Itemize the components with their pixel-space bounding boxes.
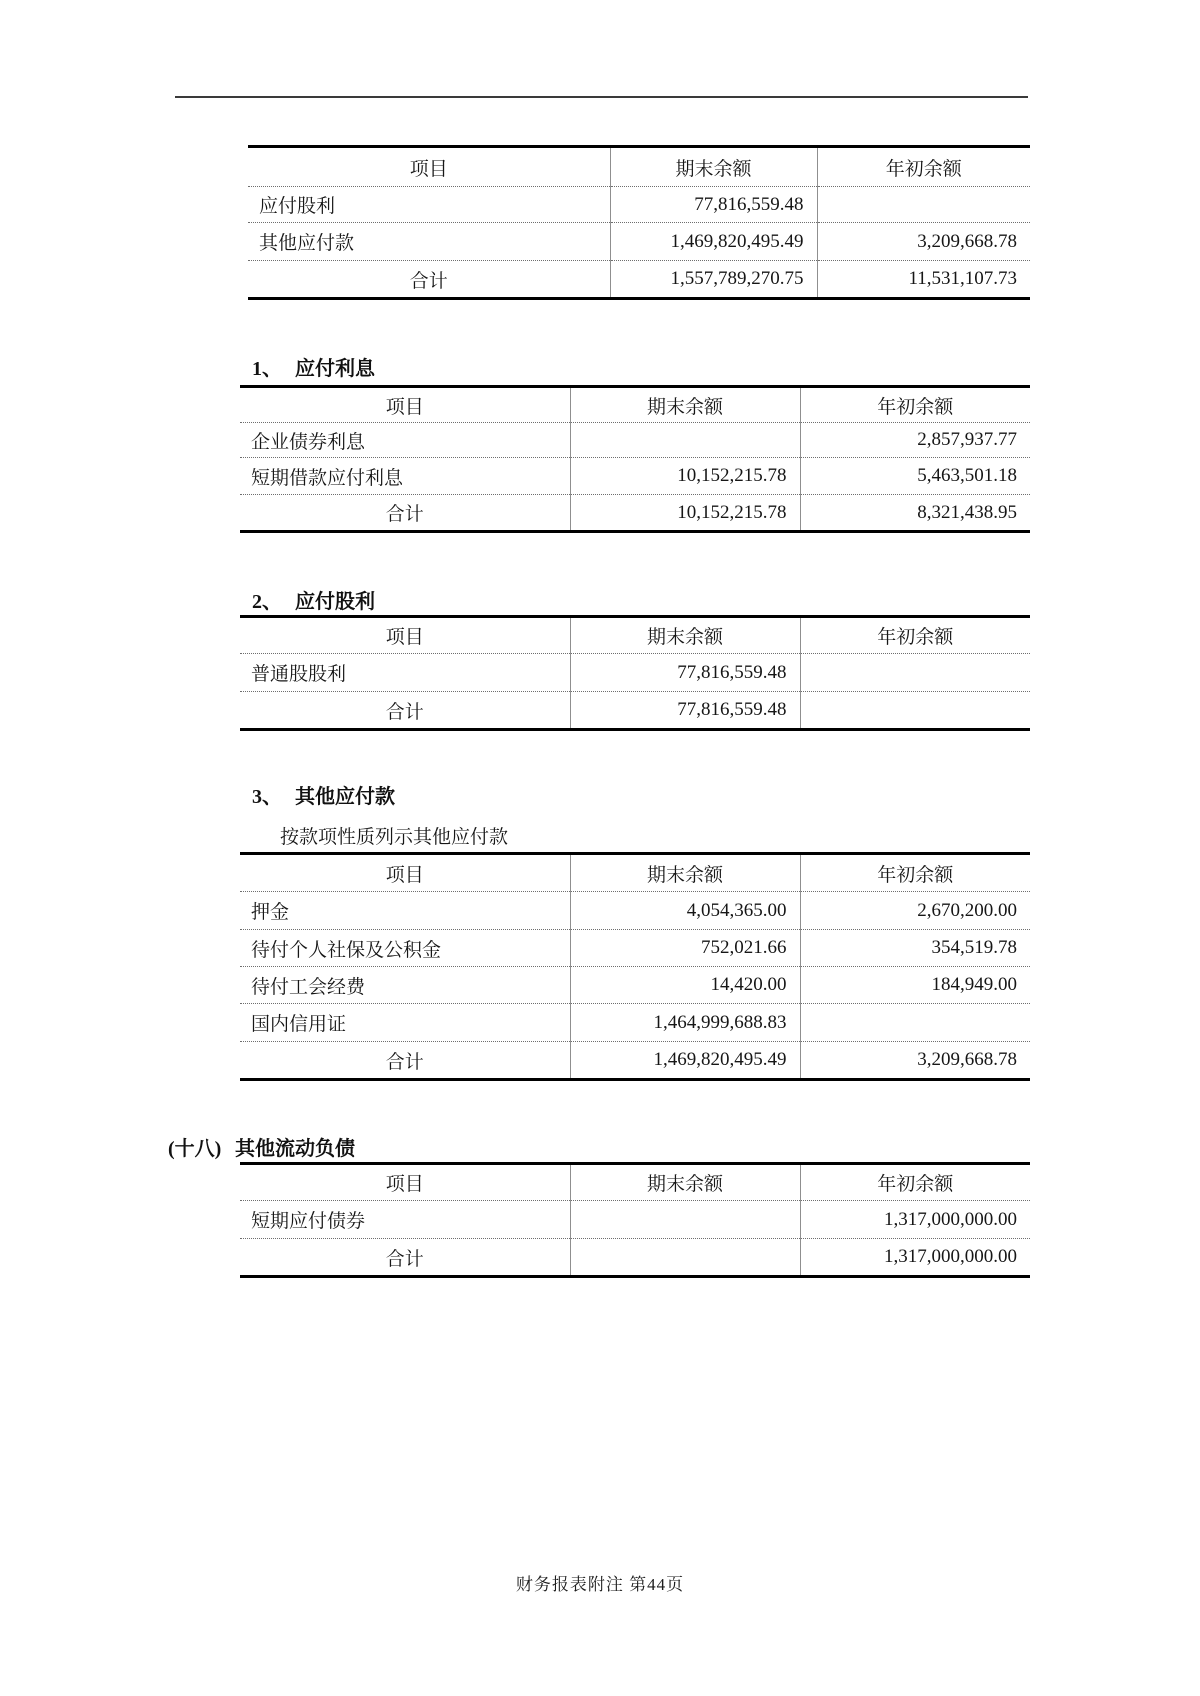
section-heading-other-payables bbox=[252, 780, 395, 809]
cell-beginning-balance bbox=[817, 187, 1030, 223]
cell-ending-balance: 1,464,999,688.83 bbox=[570, 1004, 800, 1042]
total-label: 合计 bbox=[240, 495, 570, 532]
row-label: 国内信用证 bbox=[240, 1004, 570, 1042]
table-dividends-payable bbox=[240, 615, 1030, 731]
table-row bbox=[240, 967, 1030, 1004]
cell-ending-balance bbox=[570, 1201, 800, 1239]
column-header-ending-balance: 期末余额 bbox=[570, 1164, 800, 1201]
cell-beginning-balance bbox=[800, 654, 1030, 692]
section-subtitle: 按款项性质列示其他应付款 bbox=[280, 827, 509, 848]
row-label: 普通股股利 bbox=[240, 654, 570, 692]
cell-ending-balance bbox=[570, 423, 800, 458]
column-header-item: 项目 bbox=[385, 627, 424, 648]
column-header-beginning-balance: 年初余额 bbox=[800, 1164, 1030, 1201]
cell-ending-balance: 14,420.00 bbox=[570, 967, 800, 1004]
cell-beginning-balance: 184,949.00 bbox=[800, 967, 1030, 1004]
cell-beginning-balance: 3,209,668.78 bbox=[817, 223, 1030, 261]
column-header-ending-balance: 期末余额 bbox=[570, 387, 800, 423]
section-title: 其他应付款 bbox=[295, 786, 395, 808]
total-beginning-balance: 1,317,000,000.00 bbox=[800, 1239, 1030, 1277]
table-row bbox=[240, 930, 1030, 967]
row-label: 待付个人社保及公积金 bbox=[240, 930, 570, 967]
total-ending-balance: 1,469,820,495.49 bbox=[570, 1042, 800, 1080]
table-row bbox=[240, 458, 1030, 495]
column-header-item: 项目 bbox=[385, 396, 424, 418]
cell-ending-balance: 77,816,559.48 bbox=[570, 654, 800, 692]
table-total-row bbox=[240, 1042, 1030, 1080]
section-number: 2、 bbox=[252, 591, 282, 613]
cell-ending-balance: 752,021.66 bbox=[570, 930, 800, 967]
total-beginning-balance: 3,209,668.78 bbox=[800, 1042, 1030, 1080]
row-label: 待付工会经费 bbox=[240, 967, 570, 1004]
table-header-row bbox=[248, 147, 1030, 187]
column-header-ending-balance: 期末余额 bbox=[570, 854, 800, 892]
cell-ending-balance: 10,152,215.78 bbox=[570, 458, 800, 495]
column-header-ending-balance: 期末余额 bbox=[610, 147, 817, 187]
table-payables-continuation bbox=[248, 145, 1030, 300]
table-row bbox=[240, 654, 1030, 692]
cell-beginning-balance: 2,670,200.00 bbox=[800, 892, 1030, 930]
column-header-item: 项目 bbox=[385, 1174, 424, 1195]
total-beginning-balance: 8,321,438.95 bbox=[800, 495, 1030, 532]
total-label: 合计 bbox=[240, 692, 570, 730]
column-header-item: 项目 bbox=[385, 864, 424, 886]
section-number: 3、 bbox=[252, 786, 282, 808]
cell-beginning-balance: 5,463,501.18 bbox=[800, 458, 1030, 495]
cell-beginning-balance: 354,519.78 bbox=[800, 930, 1030, 967]
total-ending-balance bbox=[570, 1239, 800, 1277]
cell-beginning-balance: 1,317,000,000.00 bbox=[800, 1201, 1030, 1239]
total-beginning-balance bbox=[800, 692, 1030, 730]
section-number: 1、 bbox=[252, 358, 282, 380]
table-header-row bbox=[240, 1164, 1030, 1201]
table-total-row bbox=[248, 261, 1030, 299]
row-label: 其他应付款 bbox=[248, 223, 610, 261]
table-row bbox=[240, 423, 1030, 458]
row-label: 短期应付债券 bbox=[240, 1201, 570, 1239]
table-row bbox=[248, 223, 1030, 261]
section-heading-dividends-payable bbox=[252, 585, 375, 614]
column-header-beginning-balance: 年初余额 bbox=[800, 854, 1030, 892]
section-title: 应付利息 bbox=[295, 358, 375, 380]
section-number: (十八) bbox=[168, 1138, 222, 1160]
section-heading-interest-payable bbox=[252, 352, 375, 381]
table-total-row bbox=[240, 1239, 1030, 1277]
column-header-beginning-balance: 年初余额 bbox=[800, 617, 1030, 654]
table-row bbox=[240, 1004, 1030, 1042]
table-other-current-liabilities bbox=[240, 1162, 1030, 1278]
total-label: 合计 bbox=[240, 1239, 570, 1277]
cell-ending-balance: 77,816,559.48 bbox=[610, 187, 817, 223]
table-total-row bbox=[240, 495, 1030, 532]
total-beginning-balance: 11,531,107.73 bbox=[817, 261, 1030, 299]
column-header-beginning-balance: 年初余额 bbox=[817, 147, 1030, 187]
row-label: 应付股利 bbox=[248, 187, 610, 223]
column-header-item: 项目 bbox=[409, 158, 448, 180]
table-row bbox=[240, 892, 1030, 930]
row-label: 押金 bbox=[240, 892, 570, 930]
row-label: 企业债券利息 bbox=[240, 423, 570, 458]
total-ending-balance: 77,816,559.48 bbox=[570, 692, 800, 730]
section-title: 应付股利 bbox=[295, 591, 375, 613]
total-ending-balance: 10,152,215.78 bbox=[570, 495, 800, 532]
cell-ending-balance: 4,054,365.00 bbox=[570, 892, 800, 930]
table-row bbox=[240, 1201, 1030, 1239]
table-header-row bbox=[240, 854, 1030, 892]
total-ending-balance: 1,557,789,270.75 bbox=[610, 261, 817, 299]
total-label: 合计 bbox=[248, 261, 610, 299]
section-title: 其他流动负债 bbox=[235, 1138, 355, 1160]
table-other-payables bbox=[240, 852, 1030, 1081]
table-row bbox=[248, 187, 1030, 223]
table-header-row bbox=[240, 387, 1030, 423]
column-header-beginning-balance: 年初余额 bbox=[800, 387, 1030, 423]
cell-beginning-balance bbox=[800, 1004, 1030, 1042]
cell-beginning-balance: 2,857,937.77 bbox=[800, 423, 1030, 458]
page-footer: 财务报表附注 第44页 bbox=[515, 1575, 685, 1594]
section-heading-other-current-liabilities bbox=[168, 1132, 355, 1161]
total-label: 合计 bbox=[240, 1042, 570, 1080]
row-label: 短期借款应付利息 bbox=[240, 458, 570, 495]
cell-ending-balance: 1,469,820,495.49 bbox=[610, 223, 817, 261]
table-interest-payable bbox=[240, 385, 1030, 533]
table-total-row bbox=[240, 692, 1030, 730]
page-header-rule bbox=[175, 96, 1028, 98]
table-header-row bbox=[240, 617, 1030, 654]
column-header-ending-balance: 期末余额 bbox=[570, 617, 800, 654]
